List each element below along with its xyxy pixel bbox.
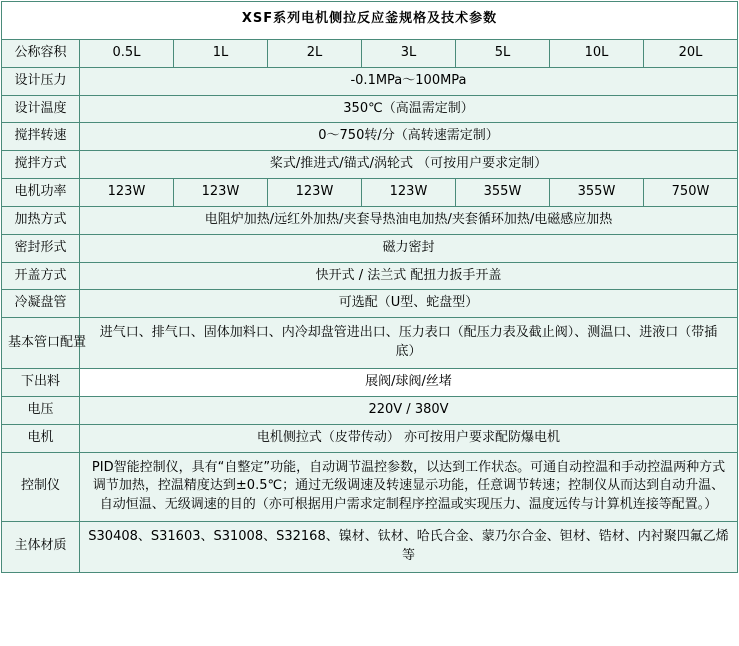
- design-pressure-value: -0.1MPa～100MPa: [79, 67, 737, 95]
- motor-power-cell-1: 123W: [173, 179, 267, 207]
- specification-table: [1, 1, 738, 573]
- motor-power-cell-4: 355W: [455, 179, 549, 207]
- row-label-design-temp: 设计温度: [1, 95, 79, 123]
- row-label-discharge: 下出料: [1, 368, 79, 396]
- row-label-volume: 公称容积: [1, 39, 79, 67]
- motor-power-cell-3: 123W: [361, 179, 455, 207]
- row-label-motor: 电机: [1, 424, 79, 452]
- table-row-title: [1, 2, 737, 40]
- table-row-motor: [1, 424, 737, 452]
- stir-type-value: 桨式/推进式/锚式/涡轮式 （可按用户要求定制）: [79, 151, 737, 179]
- row-label-design-pressure: 设计压力: [1, 67, 79, 95]
- row-label-coil: 冷凝盘管: [1, 290, 79, 318]
- motor-power-cell-2: 123W: [267, 179, 361, 207]
- ports-value: 进气口、排气口、固体加料口、内冷却盘管进出口、压力表口（配压力表及截止阀）、测温口、进液口（带插底）: [79, 318, 737, 369]
- stir-speed-value: 0～750转/分（高转速需定制）: [79, 123, 737, 151]
- table-row-volume: [1, 39, 737, 67]
- material-value: S30408、S31603、S31008、S32168、镍材、钛材、哈氏合金、蒙乃尔合金、钽材、锆材、内衬聚四氟乙烯等: [79, 522, 737, 573]
- table-row-stir-type: [1, 151, 737, 179]
- table-row-seal: [1, 234, 737, 262]
- design-temp-value: 350℃（高温需定制）: [79, 95, 737, 123]
- row-label-voltage: 电压: [1, 396, 79, 424]
- motor-power-cell-0: 123W: [79, 179, 173, 207]
- cover-value: 快开式 / 法兰式 配扭力扳手开盖: [79, 262, 737, 290]
- volume-cell-6: 20L: [643, 39, 737, 67]
- row-label-stir-type: 搅拌方式: [1, 151, 79, 179]
- table-row-discharge: [1, 368, 737, 396]
- seal-value: 磁力密封: [79, 234, 737, 262]
- volume-cell-1: 1L: [173, 39, 267, 67]
- row-label-controller: 控制仪: [1, 452, 79, 522]
- table-row-design-temp: [1, 95, 737, 123]
- coil-value: 可选配（U型、蛇盘型）: [79, 290, 737, 318]
- page-title: XSF系列电机侧拉反应釜规格及技术参数: [1, 2, 737, 40]
- table-row-heating: [1, 206, 737, 234]
- voltage-value: 220V / 380V: [79, 396, 737, 424]
- motor-power-cell-5: 355W: [549, 179, 643, 207]
- row-label-material: 主体材质: [1, 522, 79, 573]
- table-row-voltage: [1, 396, 737, 424]
- table-row-cover: [1, 262, 737, 290]
- table-row-ports: [1, 318, 737, 369]
- row-label-motor-power: 电机功率: [1, 179, 79, 207]
- heating-value: 电阻炉加热/远红外加热/夹套导热油电加热/夹套循环加热/电磁感应加热: [79, 206, 737, 234]
- row-label-ports: 基本管口配置: [1, 318, 79, 369]
- controller-value: PID智能控制仪，具有“自整定”功能，自动调节温控参数，以达到工作状态。可通自动控温和手动控温两种方式调节加热，控温精度达到±0.5℃；通过无级调速及转速显示功能，任意调节转速；控制仪从而达到自动升温、自动恒温、无级调速的目的（亦可根据用户需求定制程序控温或实现压力、温度远传与计算机连接等配置。）: [79, 452, 737, 522]
- volume-cell-3: 3L: [361, 39, 455, 67]
- volume-cell-0: 0.5L: [79, 39, 173, 67]
- row-label-cover: 开盖方式: [1, 262, 79, 290]
- motor-value: 电机侧拉式（皮带传动） 亦可按用户要求配防爆电机: [79, 424, 737, 452]
- volume-cell-5: 10L: [549, 39, 643, 67]
- table-row-controller: [1, 452, 737, 522]
- motor-power-cell-6: 750W: [643, 179, 737, 207]
- table-row-coil: [1, 290, 737, 318]
- volume-cell-2: 2L: [267, 39, 361, 67]
- row-label-stir-speed: 搅拌转速: [1, 123, 79, 151]
- row-label-seal: 密封形式: [1, 234, 79, 262]
- table-row-stir-speed: [1, 123, 737, 151]
- volume-cell-4: 5L: [455, 39, 549, 67]
- row-label-heating: 加热方式: [1, 206, 79, 234]
- table-row-design-pressure: [1, 67, 737, 95]
- table-row-material: [1, 522, 737, 573]
- discharge-value: 展阀/球阀/丝堵: [79, 368, 737, 396]
- table-row-motor-power: [1, 179, 737, 207]
